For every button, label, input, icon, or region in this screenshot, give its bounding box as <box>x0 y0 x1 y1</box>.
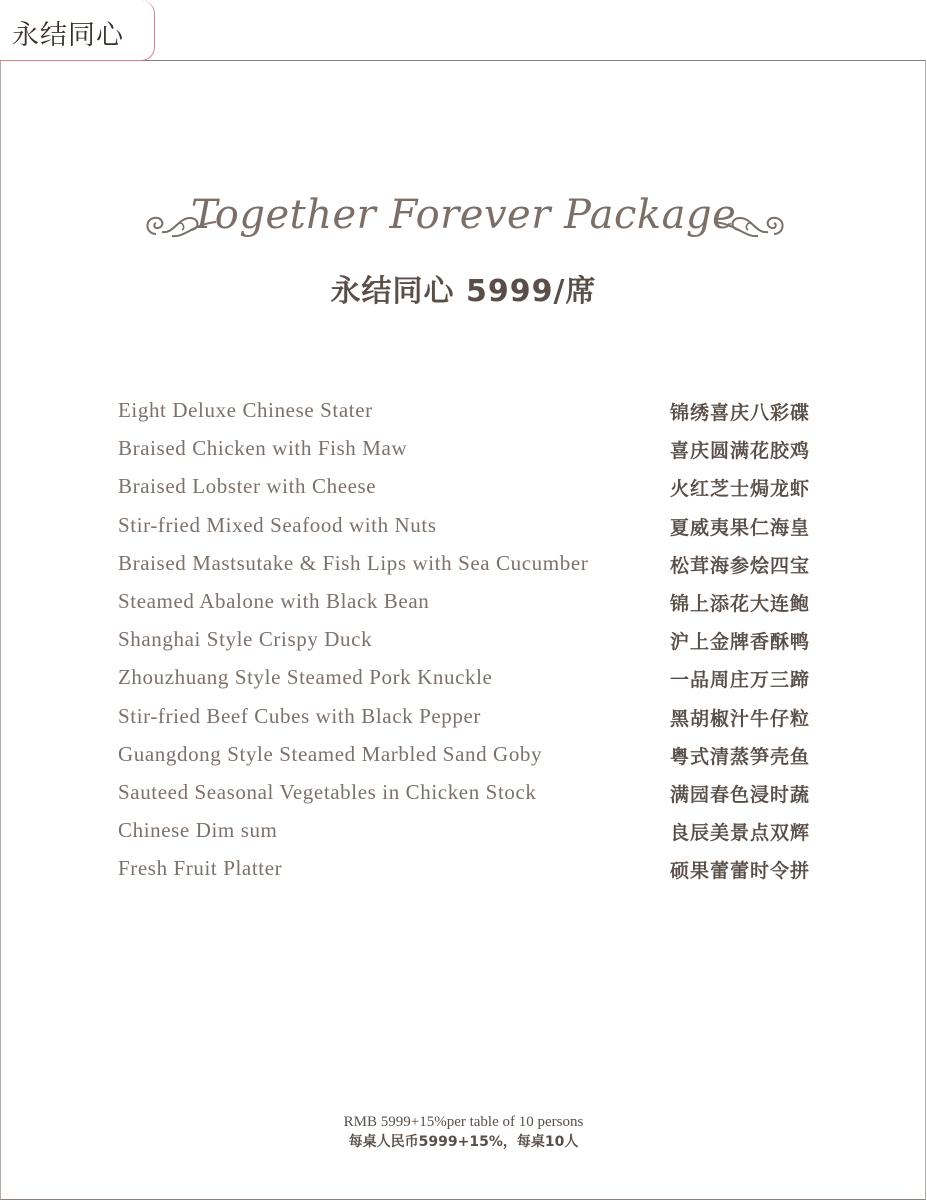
package-tab-label: 永结同心 <box>12 20 124 51</box>
dish-name-en: Shanghai Style Crispy Duck <box>118 627 373 652</box>
dish-name-en: Sauteed Seasonal Vegetables in Chicken Stock <box>118 779 537 804</box>
package-title-en: Together Forever Package <box>190 192 737 238</box>
package-title-cn: 永结同心 5999/席 <box>330 274 597 309</box>
menu-item <box>118 856 813 894</box>
dish-name-cn: 锦上添花大连鲍 <box>669 592 810 615</box>
dish-name-cn: 黑胡椒汁牛仔粒 <box>669 707 810 730</box>
dish-name-en: Fresh Fruit Platter <box>118 856 283 881</box>
price-note-en: RMB 5999+15%per table of 10 persons <box>343 1114 584 1130</box>
dish-name-en: Braised Chicken with Fish Maw <box>118 436 408 461</box>
dish-name-en: Guangdong Style Steamed Marbled Sand Goby <box>118 741 543 766</box>
menu-list <box>118 398 813 894</box>
dish-name-cn: 良辰美景点双辉 <box>669 822 810 845</box>
menu-item <box>118 627 813 665</box>
menu-item <box>118 665 813 703</box>
dish-name-en: Steamed Abalone with Black Bean <box>118 588 430 613</box>
dish-name-cn: 沪上金牌香酥鸭 <box>669 631 810 654</box>
dish-name-cn: 硕果蕾蕾时令拼 <box>669 860 810 883</box>
dish-name-cn: 松茸海参烩四宝 <box>669 554 810 577</box>
dish-name-cn: 火红芝士焗龙虾 <box>669 478 810 501</box>
menu-item <box>118 513 813 551</box>
dish-name-en: Chinese Dim sum <box>118 818 278 843</box>
dish-name-en: Zhouzhuang Style Steamed Pork Knuckle <box>118 665 493 690</box>
menu-item <box>118 589 813 627</box>
dish-name-en: Braised Lobster with Cheese <box>118 474 377 499</box>
package-tab[interactable] <box>0 0 155 61</box>
price-note-cn: 每桌人民币5999+15%，每桌10人 <box>348 1134 579 1150</box>
menu-item <box>118 742 813 780</box>
menu-item <box>118 818 813 856</box>
menu-item <box>118 398 813 436</box>
dish-name-cn: 一品周庄万三蹄 <box>669 669 810 692</box>
dish-name-en: Braised Mastsutake & Fish Lips with Sea Cucumber <box>118 550 589 575</box>
dish-name-cn: 夏威夷果仁海皇 <box>669 516 810 539</box>
menu-item <box>118 704 813 742</box>
menu-item <box>118 780 813 818</box>
dish-name-cn: 喜庆圆满花胶鸡 <box>669 440 810 463</box>
dish-name-cn: 锦绣喜庆八彩碟 <box>669 402 810 424</box>
dish-name-cn: 满园春色浸时蔬 <box>669 783 810 806</box>
dish-name-en: Stir-fried Beef Cubes with Black Pepper <box>118 703 481 728</box>
dish-name-en: Eight Deluxe Chinese Stater <box>118 398 373 422</box>
dish-name-en: Stir-fried Mixed Seafood with Nuts <box>118 512 437 537</box>
menu-item <box>118 474 813 512</box>
menu-item <box>118 436 813 474</box>
price-footer <box>0 1113 927 1153</box>
dish-name-cn: 粤式清蒸笋壳鱼 <box>669 745 810 768</box>
menu-item <box>118 551 813 589</box>
